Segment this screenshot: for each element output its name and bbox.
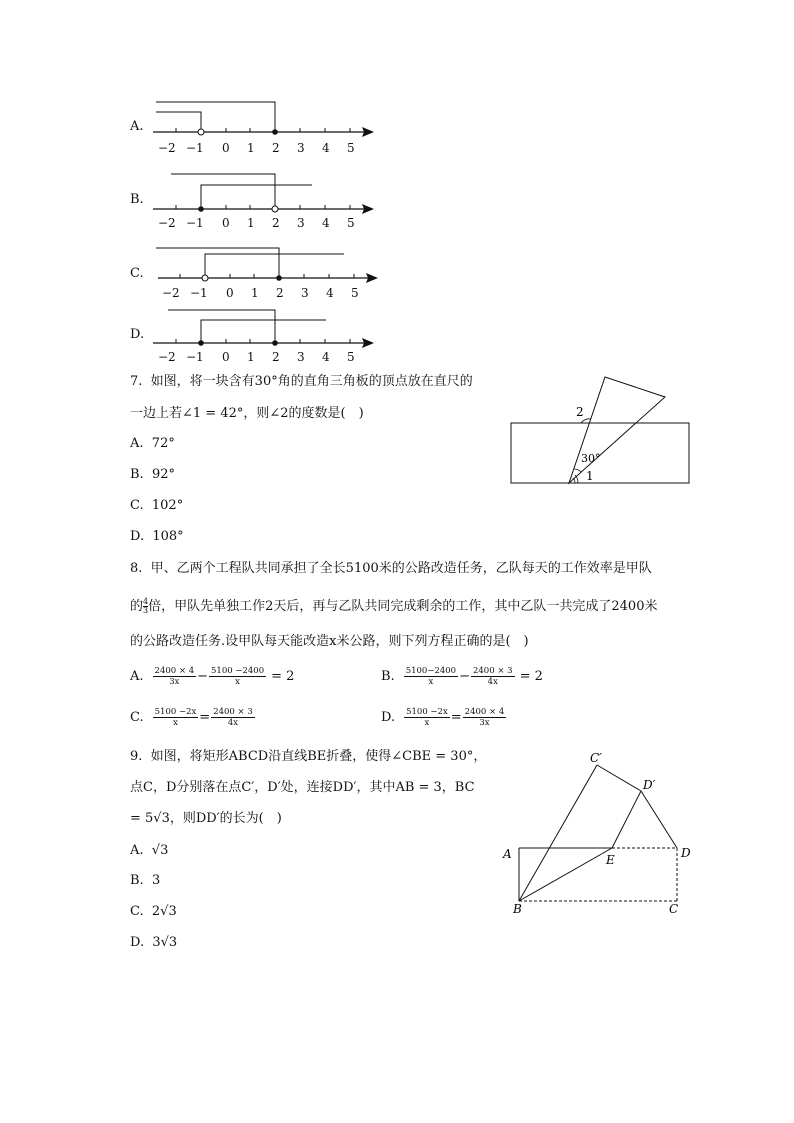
option-value: 102° [151,498,184,513]
option-value: 3√3 [152,935,178,950]
q8-line2-pre: 的 [130,599,144,614]
tick: 0 [222,141,230,155]
rhs: = 2 [519,669,543,684]
label-30: 30° [581,452,601,465]
operator: − [459,669,470,684]
tick: 5 [347,350,355,364]
q8-line2 [130,598,657,616]
q6-option-a [128,95,388,160]
q7-option-a[interactable] [130,435,175,453]
tick: 3 [297,216,305,230]
label-b: B [513,902,522,916]
q9-line2 [130,779,475,797]
q6-option-a-label: A. [130,119,144,134]
q9-number: 9. [130,749,143,764]
tick: 1 [251,286,259,300]
tick: 4 [322,216,330,230]
tick: 5 [351,286,359,300]
fraction: $\frac{5100 -2x}{x}$ [154,707,197,728]
q9-stem-line3: = 5√3，则DD′的长为( ) [130,811,282,826]
label-d-prime: D′ [643,778,656,792]
q7-option-c[interactable] [130,497,183,515]
tick: 2 [272,350,280,364]
option-label: A. [130,436,144,451]
fraction: $\frac{2400 \times 4}{3x}$ [464,707,505,728]
tick: −2 [158,350,176,364]
q6-option-d-label: D. [130,327,145,342]
tick: 0 [222,216,230,230]
q8-option-c[interactable] [130,707,256,728]
operator: − [197,669,209,684]
q9-line3 [130,810,282,828]
option-label: C. [130,498,144,513]
tick: 3 [301,286,309,300]
q7-stem-line2: 一边上若∠1 = 42°，则∠2的度数是( ) [130,406,364,421]
q6-option-d [128,303,388,368]
label-1: 1 [586,469,594,483]
tick: −1 [186,350,204,364]
tick: −2 [162,286,180,300]
tick: 0 [222,350,230,364]
option-value: 3 [151,873,161,888]
option-label: C. [130,904,144,919]
q9-line1 [130,748,486,766]
q9-option-d[interactable] [130,934,177,952]
q7-number: 7. [130,374,143,389]
q6-option-c [128,240,388,305]
tick: 4 [326,286,334,300]
q8-line1 [130,560,652,578]
option-label: D. [381,710,396,725]
option-value: 72° [151,436,175,451]
tick: 2 [276,286,284,300]
q7-option-b[interactable] [130,466,175,484]
tick: 3 [297,350,305,364]
tick: 2 [272,141,280,155]
tick: 1 [247,141,255,155]
tick: −1 [190,286,208,300]
q9-figure [495,745,705,925]
q8-option-b[interactable] [381,666,543,687]
tick: −1 [186,141,204,155]
option-label: C. [130,710,144,725]
label-e: E [606,853,615,867]
fraction: $\frac{5100-2400}{x}$ [405,666,457,687]
option-value: 108° [152,529,184,544]
q7-option-d[interactable] [130,528,184,546]
q6-option-b-label: B. [130,192,144,207]
rhs: = 2 [271,669,295,684]
tick: 1 [247,350,255,364]
tick: −1 [186,216,204,230]
option-label: B. [130,873,144,888]
label-2: 2 [576,405,584,419]
option-label: A. [130,669,144,684]
tick: −2 [158,216,176,230]
tick: 5 [347,141,355,155]
option-label: A. [130,843,144,858]
tick: 4 [322,141,330,155]
q9-option-c[interactable] [130,903,177,921]
q6-option-b [128,168,388,233]
option-label: B. [130,467,144,482]
label-c-prime: C′ [590,751,602,765]
q9-stem-line2: 点C，D分别落在点C′，D′处，连接DD′，其中AB = 3，BC [130,780,475,795]
q9-stem-line1: 如图，将矩形ABCD沿直线BE折叠，使得∠CBE = 30°， [150,749,487,764]
option-label: B. [381,669,395,684]
q7-line2 [130,405,364,423]
option-value: 92° [151,467,175,482]
q7-stem-line1: 如图，将一块含有30°角的直角三角板的顶点放在直尺的 [150,374,473,389]
tick: 1 [247,216,255,230]
option-label: D. [130,529,145,544]
q8-line3 [130,633,529,651]
tick: 4 [322,350,330,364]
option-label: D. [130,935,145,950]
tick: −2 [158,141,176,155]
tick: 3 [297,141,305,155]
operator: = [199,710,211,725]
tick: 0 [226,286,234,300]
label-a: A [503,847,512,861]
tick: 5 [347,216,355,230]
label-d: D [681,846,691,860]
fraction: $\frac{2400 \times 3}{4x}$ [213,707,253,728]
q8-line2-post: 倍，甲队先单独工作2天后，再与乙队共同完成剩余的工作，其中乙队一共完成了2400米 [148,599,658,614]
option-value: √3 [151,843,169,858]
fraction: $\frac{2400 \times 4}{3x}$ [154,666,195,687]
fraction-4-3: $\frac{4}{3}$ [143,597,149,615]
tick: 2 [272,216,280,230]
q7-figure [505,372,700,490]
q7-line1 [130,373,473,391]
q8-option-d[interactable] [381,707,507,728]
q6-option-c-label: C. [130,266,144,281]
q8-option-a[interactable] [130,666,294,687]
q8-stem-line3: 的公路改造任务.设甲队每天能改造x米公路，则下列方程正确的是( ) [130,634,529,649]
q9-option-b[interactable] [130,872,160,890]
fraction: $\frac{2400 \times 3}{4x}$ [472,666,513,687]
fraction: $\frac{5100 -2400}{x}$ [211,666,265,687]
label-c: C [669,902,679,916]
q8-stem-line1: 甲、乙两个工程队共同承担了全长5100米的公路改造任务，乙队每天的工作效率是甲队 [150,561,652,576]
q8-number: 8. [130,561,143,576]
q9-option-a[interactable] [130,842,168,860]
fraction: $\frac{5100 -2x}{x}$ [406,707,448,728]
operator: = [450,710,462,725]
option-value: 2√3 [151,904,177,919]
